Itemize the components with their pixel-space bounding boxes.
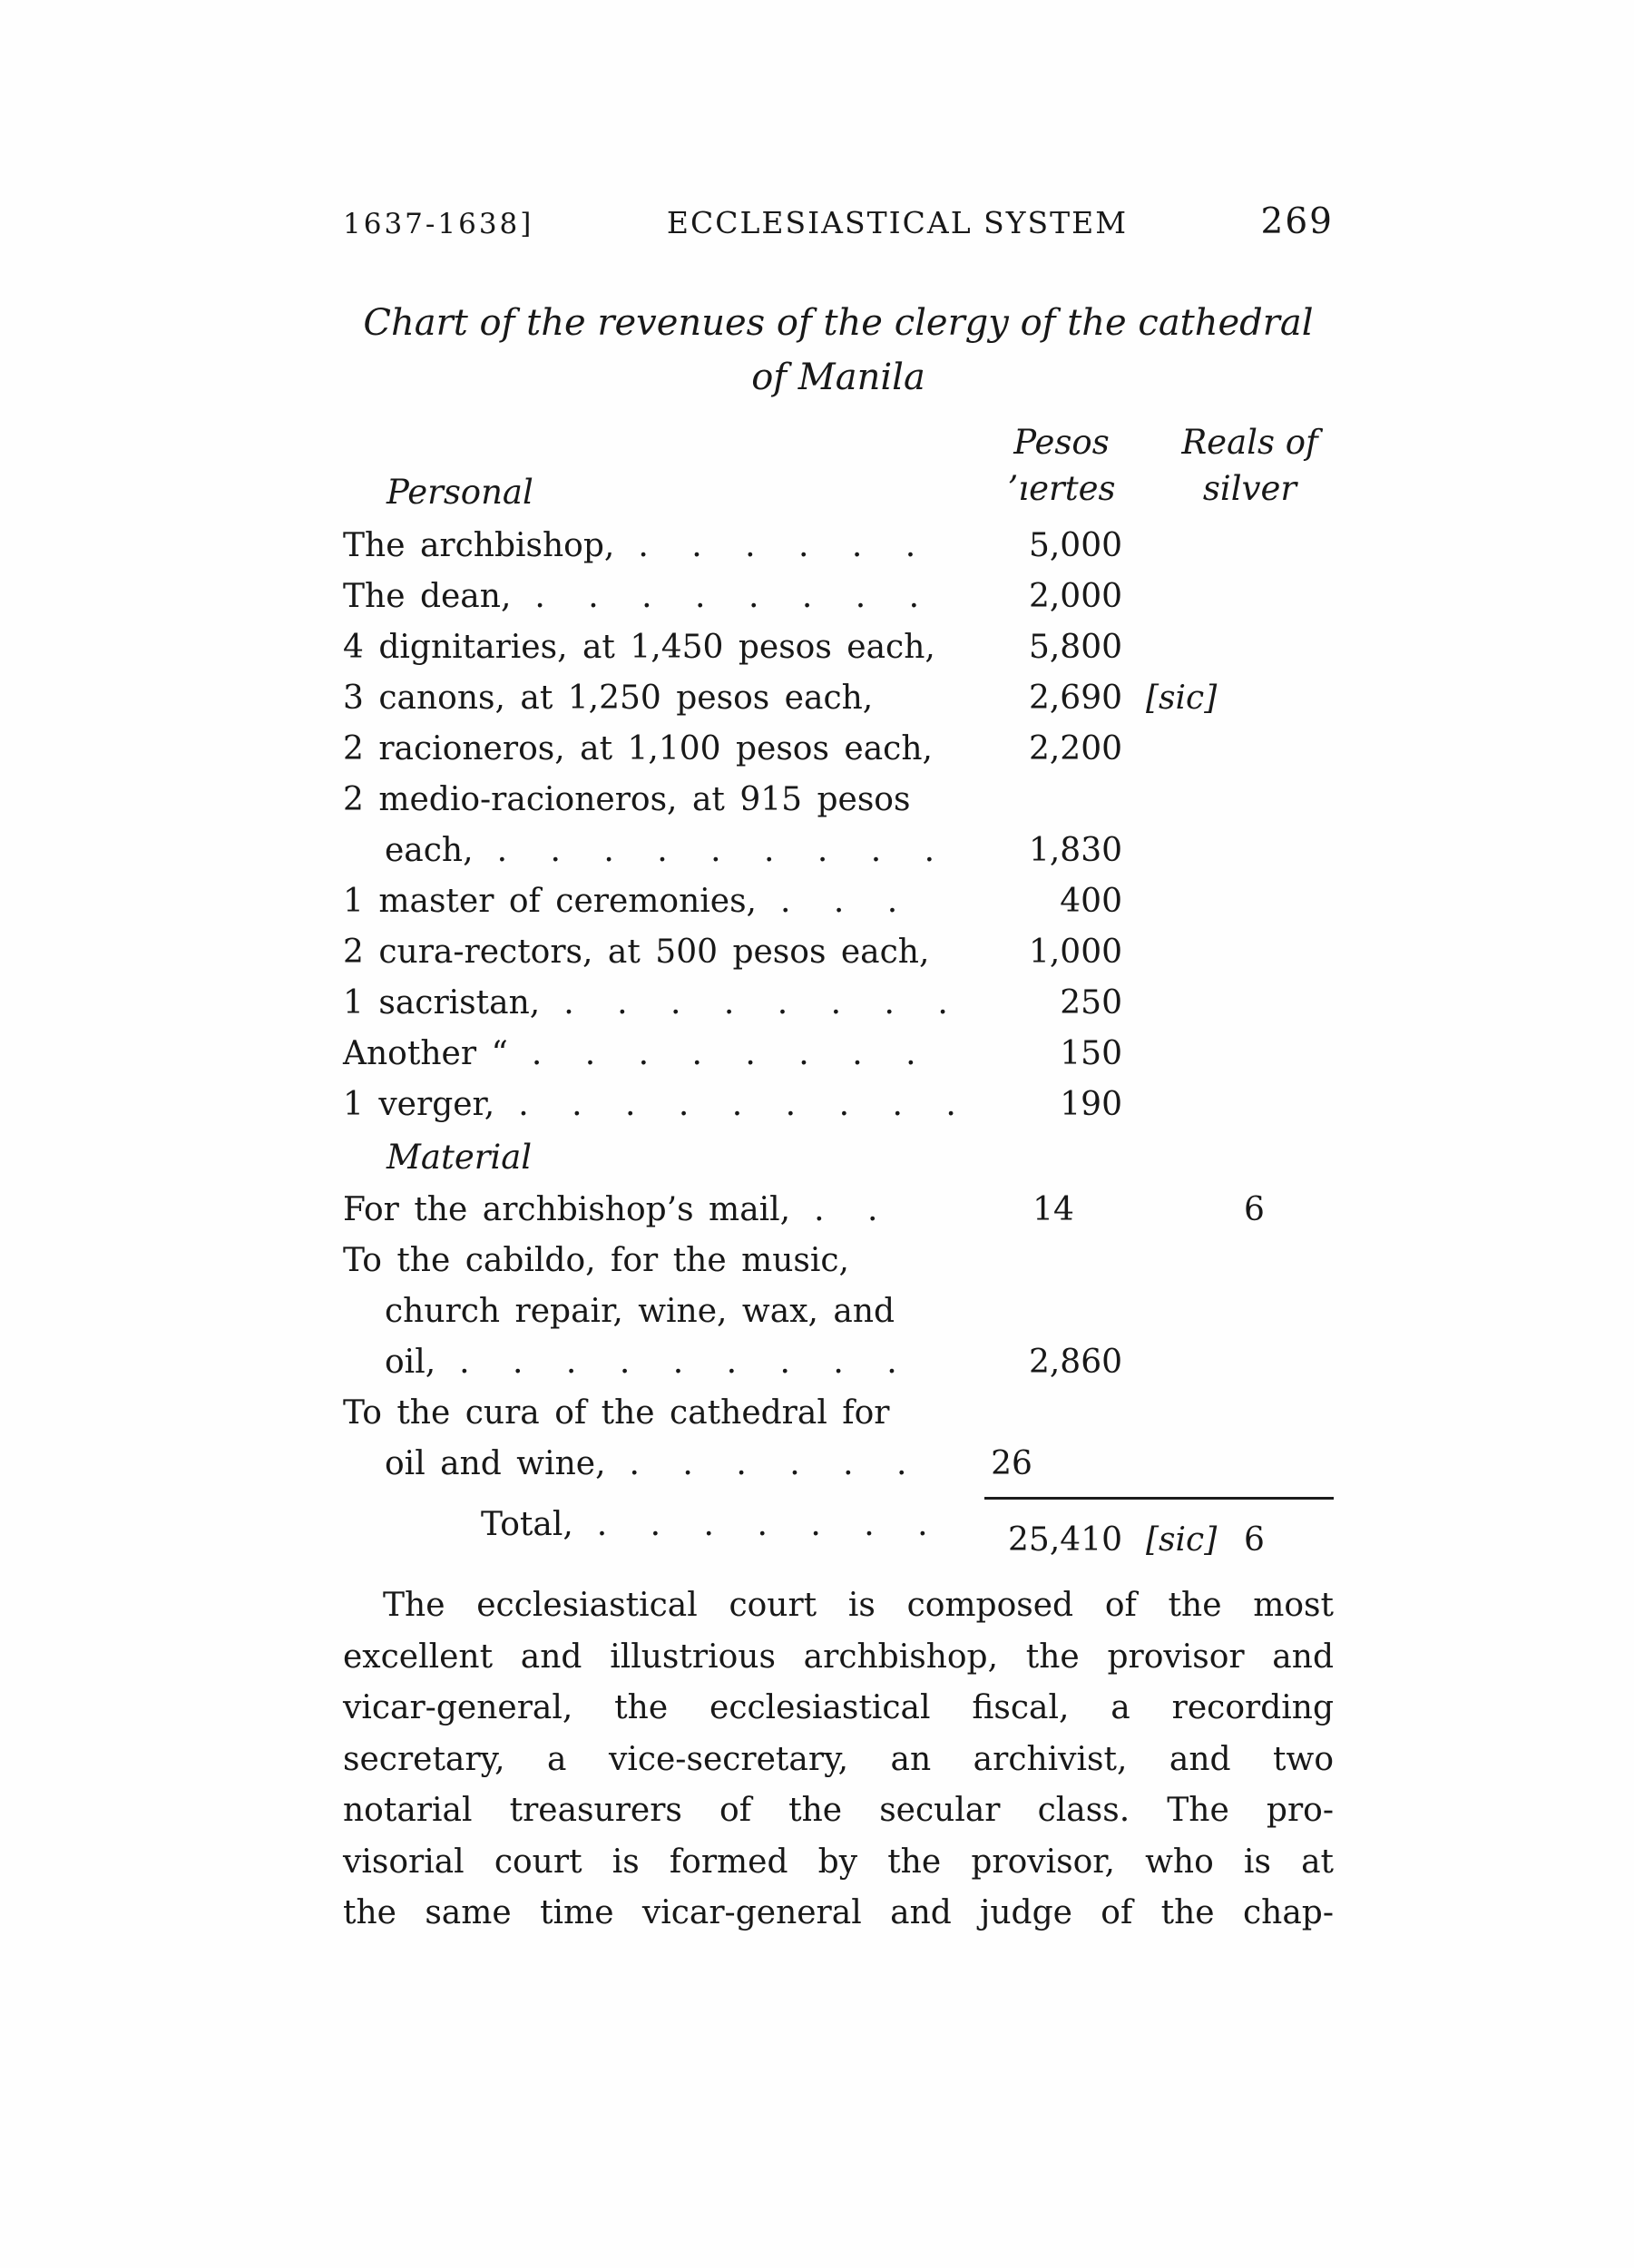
leader-dots: . . . . . . . . — [531, 1035, 916, 1072]
running-title: ECCLESIASTICAL SYSTEM — [666, 205, 1128, 240]
row-label: 4 dignitaries, at 1,450 pesos each, — [343, 629, 935, 666]
row-label: To the cabildo, for the music, — [343, 1242, 850, 1279]
table-row — [343, 927, 1334, 978]
pesos-value: 2,000 — [1028, 578, 1122, 615]
leader-dots: . . . . . . . . — [563, 984, 948, 1022]
material-heading: Material — [386, 1138, 533, 1177]
paragraph-line: secretary, a vice-secretary, an archivist, and two — [343, 1740, 1334, 1778]
row-label: 3 canons, at 1,250 pesos each, — [343, 679, 874, 717]
pesos-value: 2,860 — [1028, 1344, 1122, 1381]
page-header — [343, 201, 1334, 242]
sic-note: [sic] — [1146, 1521, 1218, 1559]
leader-dots: . . . . . . . . . — [459, 1344, 897, 1381]
row-label: 1 sacristan, — [343, 984, 541, 1022]
column-header-pesos: Pesos ’ıertes — [1007, 423, 1116, 508]
reals-value: 6 — [1244, 1191, 1265, 1228]
row-label: The archbishop, — [343, 527, 615, 564]
chart-title — [343, 296, 1334, 405]
chart-title-line1: Chart of the revenues of the clergy of the cathedral — [363, 302, 1314, 344]
pesos-value: 150 — [1060, 1035, 1122, 1072]
leader-dots: . . — [814, 1191, 878, 1228]
pesos-value: 1,000 — [1028, 934, 1122, 971]
leader-dots: . . . . . . . . . — [518, 1086, 956, 1123]
table-row — [343, 521, 1334, 572]
table-row — [343, 1439, 1334, 1490]
leader-dots: . . . . . . — [629, 1445, 907, 1482]
row-label: each, — [385, 832, 474, 869]
pesos-value: 26 — [991, 1445, 1032, 1482]
column-header-personal: Personal — [386, 473, 533, 512]
leader-dots: . . . — [780, 883, 898, 920]
pesos-value: 5,000 — [1028, 527, 1122, 564]
table-row — [343, 1236, 1334, 1286]
row-label: 1 master of ceremonies, — [343, 883, 757, 920]
table-row — [343, 876, 1334, 927]
pesos-value: 400 — [1060, 883, 1122, 920]
pesos-value: 250 — [1060, 984, 1122, 1022]
pesos-value: 14 — [1032, 1191, 1074, 1228]
table-row — [343, 978, 1334, 1029]
leader-dots: . . . . . . . — [596, 1506, 928, 1543]
row-label: church repair, wine, wax, and — [385, 1293, 895, 1330]
table-row — [343, 1185, 1334, 1236]
total-pesos-value: 25,410 [sic] — [984, 1515, 1139, 1566]
row-label: 2 racioneros, at 1,100 pesos each, — [343, 730, 933, 767]
leader-dots: . . . . . . . . . — [496, 832, 935, 869]
leader-dots: . . . . . . — [638, 527, 916, 564]
table-row — [343, 673, 1334, 724]
pesos-value: 190 — [1060, 1086, 1122, 1123]
row-label: oil and wine, — [385, 1445, 606, 1482]
paragraph-line: The ecclesiastical court is composed of the most — [383, 1587, 1334, 1624]
row-label: Another “ — [343, 1035, 508, 1072]
paragraph-line: excellent and illustrious archbishop, the provisor and — [343, 1637, 1334, 1676]
table-row — [343, 572, 1334, 622]
table-row — [343, 622, 1334, 673]
table-row — [343, 1080, 1334, 1130]
revenue-table — [343, 419, 1334, 1559]
row-label: oil, — [385, 1344, 436, 1381]
row-label: For the archbishop’s mail, — [343, 1191, 791, 1228]
chart-title-line2: of Manila — [751, 357, 925, 398]
paragraph-line: vicar-general, the ecclesiastical fiscal, a recording — [343, 1689, 1334, 1726]
table-row — [343, 1337, 1334, 1388]
pesos-value: 2,200 — [1028, 730, 1122, 767]
total-label: Total, — [481, 1506, 573, 1543]
row-label: 2 cura-rectors, at 500 pesos each, — [343, 934, 930, 971]
table-row — [343, 775, 1334, 826]
paragraph-line: notarial treasurers of the secular class. The pro- — [343, 1792, 1334, 1829]
table-row — [343, 826, 1334, 876]
row-label: 1 verger, — [343, 1086, 495, 1123]
body-paragraph — [343, 1580, 1334, 1940]
leader-dots: . . . . . . . . — [534, 578, 920, 615]
header-dates: 1637-1638] — [343, 208, 534, 240]
column-header-reals: Reals of silver — [1181, 423, 1318, 508]
paragraph-line: the same time vicar-general and judge of the chap- — [343, 1894, 1334, 1931]
pesos-value: 2,690 [sic] — [984, 673, 1139, 724]
row-label: To the cura of the cathedral for — [343, 1394, 890, 1432]
total-row — [343, 1500, 1334, 1559]
table-row — [343, 724, 1334, 775]
table-row — [343, 1029, 1334, 1080]
column-headers — [343, 419, 1334, 512]
total-reals-value: 6 — [1244, 1521, 1265, 1559]
row-label: 2 medio-racioneros, at 915 pesos — [343, 781, 911, 818]
sic-note: [sic] — [1146, 679, 1218, 717]
row-label: The dean, — [343, 578, 512, 615]
pesos-value: 1,830 — [1028, 832, 1122, 869]
paragraph-line: visorial court is formed by the provisor, who is at — [343, 1843, 1334, 1881]
pesos-value: 5,800 — [1028, 629, 1122, 666]
page-number: 269 — [1260, 201, 1334, 242]
table-row — [343, 1286, 1334, 1337]
table-row — [343, 1388, 1334, 1439]
